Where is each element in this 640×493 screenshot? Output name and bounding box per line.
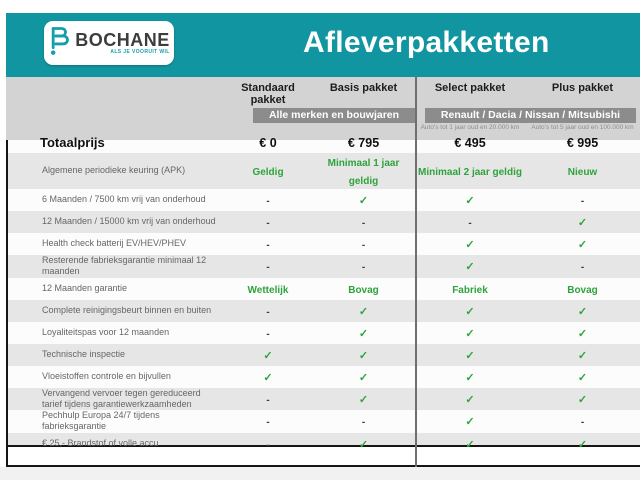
column-title: Basis pakket	[329, 82, 398, 94]
feature-label: Algemene periodieke keuring (APK)	[42, 165, 186, 176]
value-text: Minimaal 1 jaar geldig	[327, 158, 400, 187]
check-icon: ✓	[465, 195, 475, 207]
feature-label: 6 Maanden / 7500 km vrij van onderhoud	[42, 194, 206, 205]
value-cell	[224, 191, 312, 209]
flyer-frame	[6, 13, 640, 467]
value-cell	[312, 412, 415, 430]
brand-group-badges	[6, 108, 640, 123]
table-row	[8, 322, 640, 344]
dash-icon: -	[266, 218, 270, 229]
dash-icon: -	[468, 218, 472, 229]
dash-icon: -	[266, 306, 270, 318]
feature-label: Technische inspectie	[42, 348, 126, 359]
value-cell	[525, 346, 640, 364]
value-cell	[525, 324, 640, 342]
column-caption: Auto's tot 1 jaar oud en 20.000 km	[420, 124, 520, 131]
value-cell	[415, 213, 525, 231]
table-row	[8, 344, 640, 366]
check-icon: ✓	[577, 239, 588, 251]
package-price: € 795	[347, 135, 380, 150]
top-header	[6, 13, 640, 77]
check-icon: ✓	[465, 349, 475, 362]
value-cell	[312, 302, 415, 320]
value-cell	[224, 368, 312, 386]
dash-icon: -	[266, 196, 270, 207]
dash-icon: -	[361, 218, 366, 229]
table-row	[8, 189, 640, 211]
check-icon: ✓	[577, 305, 588, 318]
total-price-label: Totaalprijs	[40, 135, 105, 150]
value-text: Geldig	[252, 167, 284, 178]
value-cell	[525, 162, 640, 180]
check-icon: ✓	[465, 371, 475, 384]
table-row	[8, 300, 640, 322]
check-icon: ✓	[263, 349, 273, 362]
value-cell	[415, 191, 525, 209]
value-cell	[415, 412, 525, 430]
value-cell	[312, 235, 415, 253]
value-cell	[224, 302, 312, 320]
value-text: Nieuw	[567, 167, 598, 178]
value-text: Minimaal 2 jaar geldig	[418, 167, 522, 178]
value-cell	[525, 191, 640, 209]
feature-label: Loyaliteitspas voor 12 maanden	[42, 326, 170, 337]
dash-icon: -	[266, 262, 270, 274]
feature-label: 12 Maanden / 15000 km vrij van onderhoud	[42, 216, 216, 227]
value-cell	[312, 213, 415, 231]
value-cell	[415, 162, 525, 180]
table-row	[8, 211, 640, 233]
value-cell	[224, 162, 312, 180]
value-cell	[415, 435, 525, 453]
feature-table	[6, 140, 640, 451]
value-cell	[312, 191, 415, 209]
value-cell	[525, 213, 640, 231]
column-caption	[224, 124, 312, 133]
check-icon: ✓	[465, 438, 475, 451]
check-icon: ✓	[577, 327, 588, 340]
dash-icon: -	[266, 394, 270, 406]
check-icon: ✓	[577, 393, 588, 406]
dash-icon: -	[266, 439, 270, 451]
value-cell	[224, 390, 312, 408]
check-icon: ✓	[465, 305, 475, 318]
table-row	[8, 153, 640, 189]
check-icon: ✓	[577, 217, 588, 229]
check-icon: ✓	[465, 261, 475, 274]
value-cell	[525, 280, 640, 298]
table-header-panel	[6, 77, 640, 150]
check-icon: ✓	[358, 349, 369, 362]
column-title: Plus pakket	[551, 82, 614, 94]
value-cell	[312, 153, 415, 189]
value-cell	[415, 280, 525, 298]
spacer	[6, 82, 224, 106]
value-cell	[525, 390, 640, 408]
total-price-row	[6, 133, 640, 152]
check-icon: ✓	[465, 239, 475, 251]
value-cell	[415, 324, 525, 342]
dash-icon: -	[361, 240, 366, 251]
value-cell	[312, 280, 415, 298]
check-icon: ✓	[358, 371, 369, 384]
check-icon: ✓	[263, 371, 273, 384]
group-badge-all-brands: Alle merken en bouwjaren	[253, 108, 415, 123]
page-bottom-margin	[0, 467, 640, 480]
column-title: Standaard pakket	[241, 82, 295, 106]
dash-icon: -	[580, 262, 585, 274]
value-cell	[525, 257, 640, 275]
feature-label: 12 Maanden garantie	[42, 282, 128, 293]
bochane-logo	[44, 21, 174, 65]
page-title: Afleverpakketten	[303, 26, 550, 59]
value-cell	[415, 368, 525, 386]
check-icon: ✓	[465, 327, 475, 340]
table-row	[8, 388, 640, 411]
brand-tagline: ALS JE VOORUIT WIL	[110, 49, 170, 55]
feature-label: Vloeistoffen controle en bijvullen	[42, 370, 171, 381]
bochane-logo-icon	[48, 26, 70, 61]
value-cell	[312, 346, 415, 364]
value-cell	[312, 390, 415, 408]
value-cell	[312, 368, 415, 386]
table-row	[8, 278, 640, 300]
check-icon: ✓	[358, 305, 369, 318]
dash-icon: -	[266, 417, 270, 429]
table-row	[8, 366, 640, 388]
value-cell	[224, 324, 312, 342]
feature-label: € 25,- Brandstof of volle accu	[42, 437, 159, 448]
table-row	[8, 410, 640, 433]
check-icon: ✓	[577, 371, 588, 384]
package-price: € 495	[454, 135, 486, 150]
check-icon: ✓	[465, 416, 475, 429]
dash-icon: -	[580, 196, 585, 207]
value-text: Bovag	[348, 284, 379, 296]
group-badge-renault-group: Renault / Dacia / Nissan / Mitsubishi	[425, 108, 636, 123]
check-icon: ✓	[358, 438, 369, 451]
feature-label: Complete reinigingsbeurt binnen en buiten	[42, 304, 212, 315]
table-row	[8, 255, 640, 278]
package-group-divider	[415, 77, 417, 467]
table-row	[8, 233, 640, 255]
column-caption: Auto's tot 5 jaar oud en 100.000 km	[531, 124, 634, 131]
value-cell	[224, 412, 312, 430]
column-caption	[312, 124, 415, 133]
value-cell	[415, 390, 525, 408]
feature-rows	[8, 153, 640, 455]
check-icon: ✓	[465, 393, 475, 406]
check-icon: ✓	[577, 438, 588, 451]
value-cell	[224, 213, 312, 231]
value-cell	[415, 257, 525, 275]
spacer	[6, 108, 224, 123]
column-title: Select pakket	[434, 82, 506, 94]
column-captions-row	[6, 124, 640, 133]
dash-icon: -	[361, 262, 366, 274]
dash-icon: -	[361, 417, 366, 429]
value-cell	[525, 235, 640, 253]
feature-label: Resterende fabrieksgarantie minimaal 12 maanden	[42, 255, 207, 277]
value-text: Bovag	[567, 284, 598, 296]
value-cell	[224, 435, 312, 453]
value-cell	[312, 435, 415, 453]
value-cell	[525, 412, 640, 430]
value-cell	[224, 346, 312, 364]
feature-label: Vervangend vervoer tegen gereduceerd tarief tijdens garantiewerkzaamheden	[42, 387, 201, 409]
check-icon: ✓	[358, 327, 369, 340]
feature-label: Health check batterij EV/HEV/PHEV	[42, 238, 187, 249]
feature-label: Pechhulp Europa 24/7 tijdens fabrieksgarantie	[42, 410, 160, 432]
value-cell	[525, 435, 640, 453]
dash-icon: -	[580, 417, 585, 429]
check-icon: ✓	[358, 393, 369, 406]
package-price: € 995	[566, 135, 599, 150]
package-price: € 0	[259, 135, 277, 150]
dash-icon: -	[266, 328, 270, 340]
value-cell	[415, 302, 525, 320]
dash-icon: -	[266, 240, 270, 251]
value-cell	[224, 280, 312, 298]
spacer	[6, 124, 224, 133]
value-cell	[525, 368, 640, 386]
brand-name: BOCHANE	[75, 30, 170, 50]
value-cell	[525, 302, 640, 320]
value-text: Fabriek	[452, 284, 488, 296]
column-titles-row	[6, 82, 640, 106]
value-cell	[312, 257, 415, 275]
value-cell	[415, 346, 525, 364]
value-cell	[224, 257, 312, 275]
check-icon: ✓	[358, 195, 369, 207]
value-cell	[224, 235, 312, 253]
check-icon: ✓	[577, 349, 588, 362]
value-cell	[312, 324, 415, 342]
value-text: Wettelijk	[247, 284, 289, 296]
value-cell	[415, 235, 525, 253]
